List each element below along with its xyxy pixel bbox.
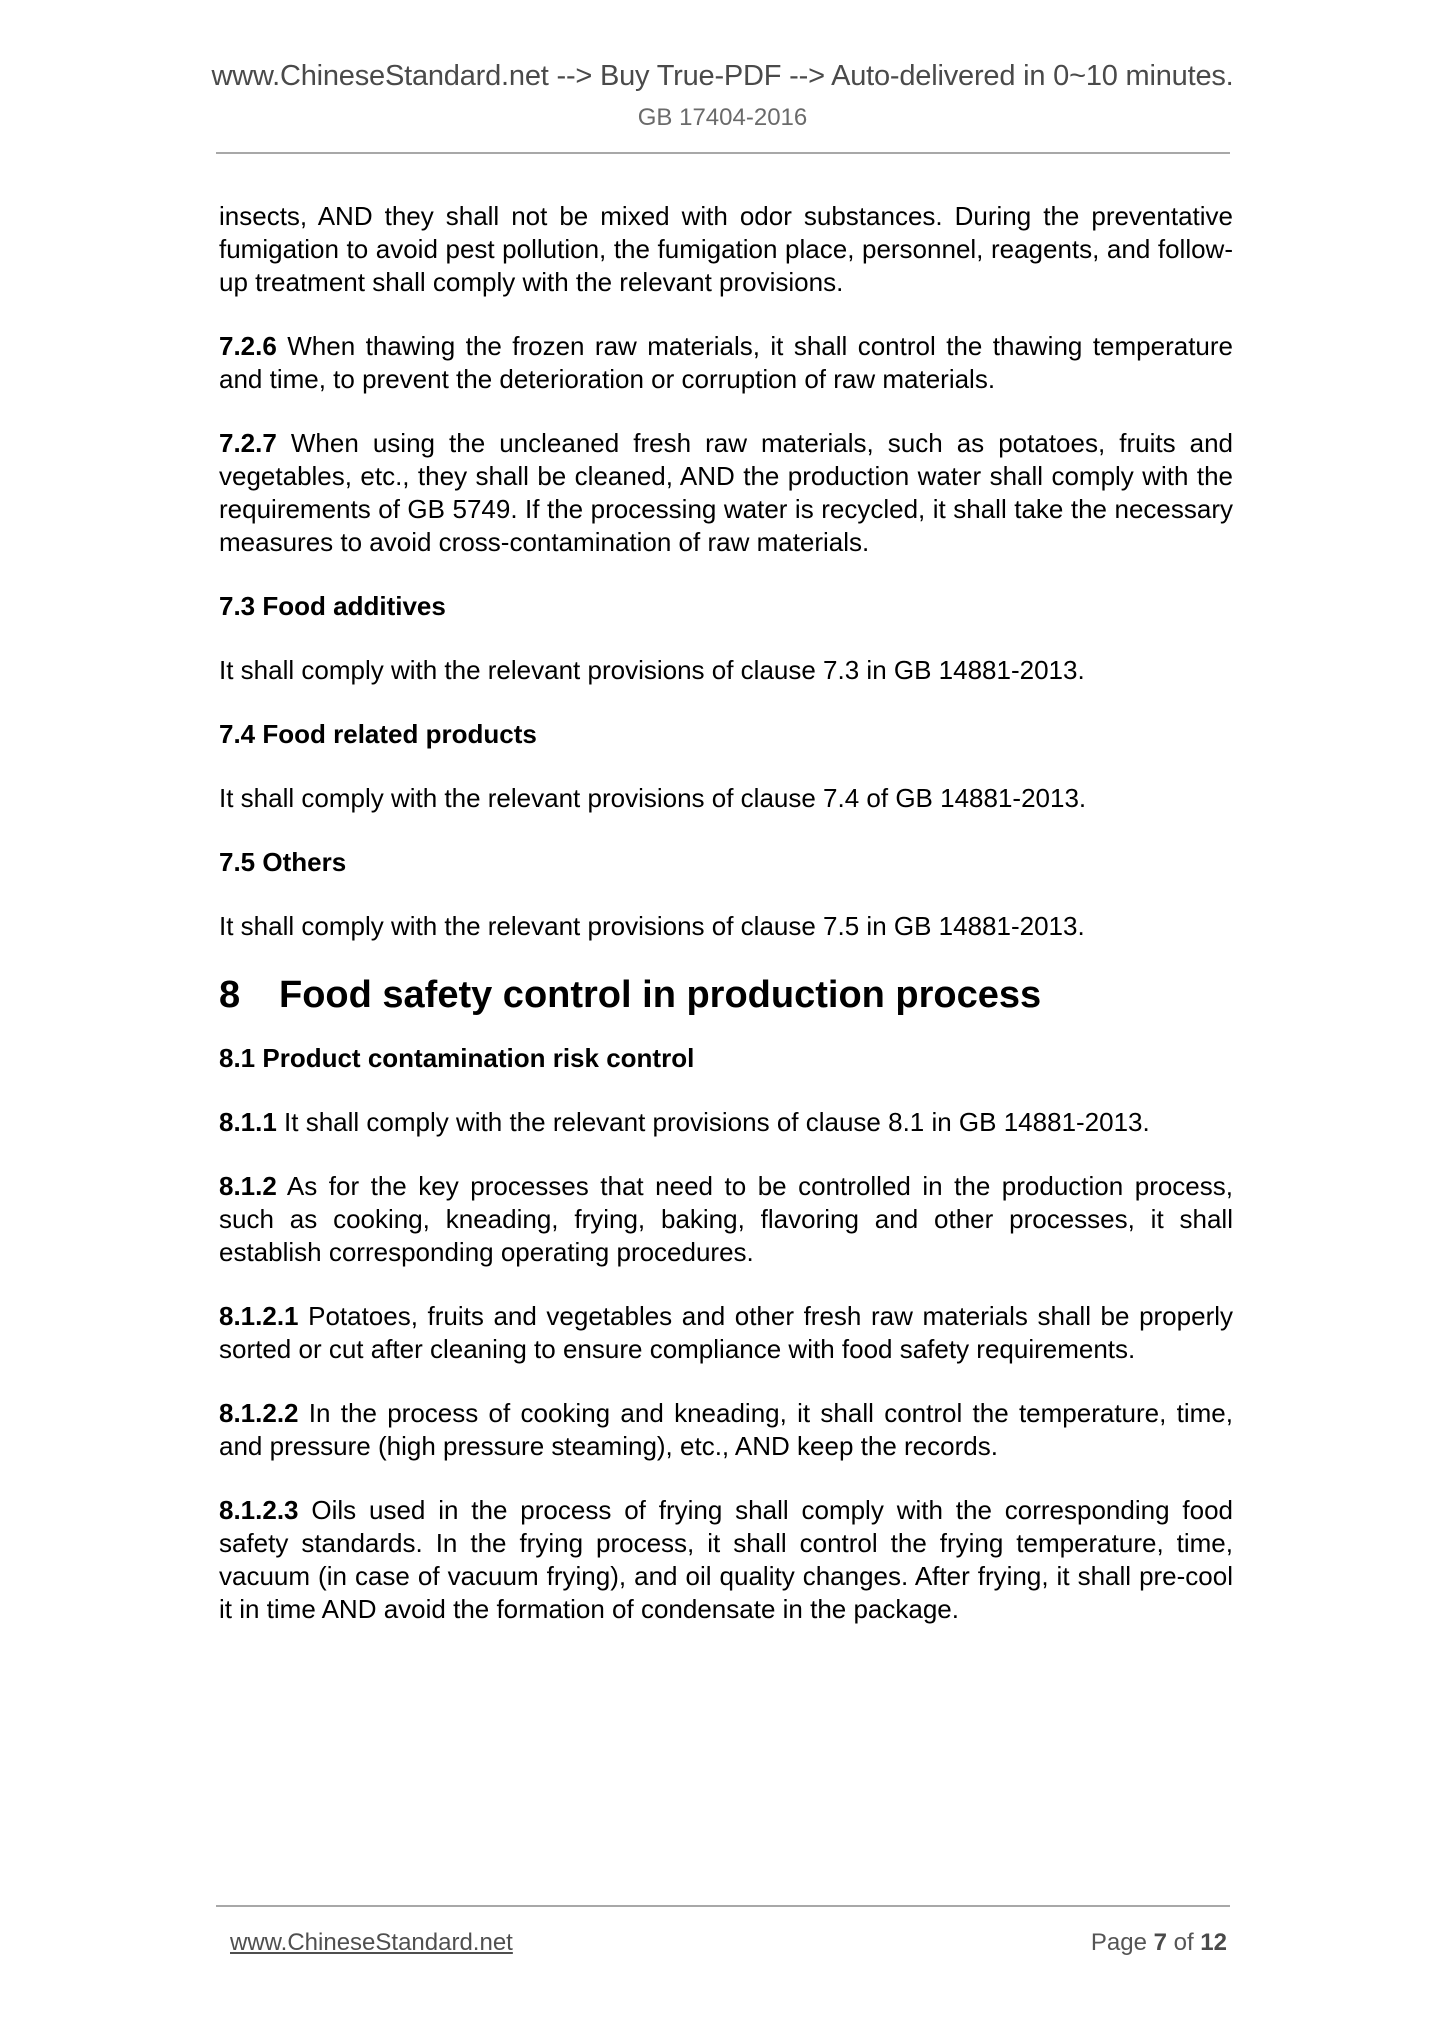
header-divider: [216, 152, 1230, 154]
page-of: of: [1166, 1929, 1201, 1956]
page-current: 7: [1153, 1929, 1167, 1956]
document-body: [219, 200, 1233, 1657]
section-text-7-3: It shall comply with the relevant provisions of clause 7.3 in GB 14881-2013.: [219, 655, 1085, 685]
section-heading-7-5: 7.5 Others: [219, 847, 347, 877]
clause-number: 8.1.1: [219, 1107, 277, 1137]
clause-8-1-1: [219, 1106, 1233, 1139]
header-banner: www.ChineseStandard.net --> Buy True-PDF --> Auto-delivered in 0~10 minutes.: [211, 60, 1234, 92]
clause-7-2-6: [219, 330, 1233, 396]
footer-divider: [216, 1905, 1230, 1907]
clause-text: When using the uncleaned fresh raw materials, such as potatoes, fruits and vegetables, etc., they shall be cleaned, AND the production water shall comply with the requirements of GB 5749. If the processing water is recycled, it shall take the necessary measures to avoid cross-contamination of raw materials.: [219, 428, 1233, 557]
section-heading-8-1: 8.1 Product contamination risk control: [219, 1043, 695, 1073]
footer-site-link[interactable]: www.ChineseStandard.net: [230, 1929, 513, 1956]
section-text-7-4: It shall comply with the relevant provisions of clause 7.4 of GB 14881-2013.: [219, 783, 1087, 813]
clause-number: 7.2.6: [219, 331, 277, 361]
chapter-number: 8: [219, 974, 241, 1016]
clause-8-1-2-1: [219, 1300, 1233, 1366]
section-heading-7-4: 7.4 Food related products: [219, 719, 537, 749]
page-prefix: Page: [1090, 1929, 1154, 1956]
clause-8-1-2: [219, 1170, 1233, 1269]
clause-number: 8.1.2.1: [219, 1301, 299, 1331]
clause-text: As for the key processes that need to be controlled in the production process, such as cooking, kneading, frying, baking, flavoring and other processes, it shall establish corresponding operating procedures.: [219, 1171, 1233, 1267]
clause-8-1-2-3: [219, 1494, 1233, 1626]
section-heading-7-3: 7.3 Food additives: [219, 591, 446, 621]
clause-text: Potatoes, fruits and vegetables and other fresh raw materials shall be properly sorted or cut after cleaning to ensure compliance with food safety requirements.: [219, 1301, 1233, 1364]
clause-text: Oils used in the process of frying shall comply with the corresponding food safety standards. In the frying process, it shall control the frying temperature, time, vacuum (in case of vacuum frying), and oil quality changes. After frying, it shall pre-cool it in time AND avoid the formation of condensate in the package.: [219, 1495, 1233, 1624]
chapter-title: Food safety control in production process: [279, 974, 1042, 1016]
clause-text: When thawing the frozen raw materials, it shall control the thawing temperature and time, to prevent the deterioration or corruption of raw materials.: [219, 331, 1233, 394]
chapter-heading-8: [219, 972, 1233, 1018]
page-indicator: [1091, 1929, 1227, 1957]
clause-7-2-7: [219, 427, 1233, 559]
page-total: 12: [1200, 1929, 1227, 1956]
clause-number: 8.1.2: [219, 1171, 277, 1201]
section-text-7-5: It shall comply with the relevant provisions of clause 7.5 in GB 14881-2013.: [219, 911, 1085, 941]
clause-text: In the process of cooking and kneading, it shall control the temperature, time, and pressure (high pressure steaming), etc., AND keep the records.: [219, 1398, 1233, 1461]
clause-number: 8.1.2.3: [219, 1495, 299, 1525]
clause-number: 8.1.2.2: [219, 1398, 299, 1428]
paragraph-continuation: insects, AND they shall not be mixed with odor substances. During the preventative fumigation to avoid pest pollution, the fumigation place, personnel, reagents, and follow-up treatment shall comply with the relevant provisions.: [219, 201, 1233, 297]
standard-id: GB 17404-2016: [637, 104, 808, 131]
clause-8-1-2-2: [219, 1397, 1233, 1463]
clause-text: It shall comply with the relevant provisions of clause 8.1 in GB 14881-2013.: [276, 1107, 1150, 1137]
clause-number: 7.2.7: [219, 428, 277, 458]
